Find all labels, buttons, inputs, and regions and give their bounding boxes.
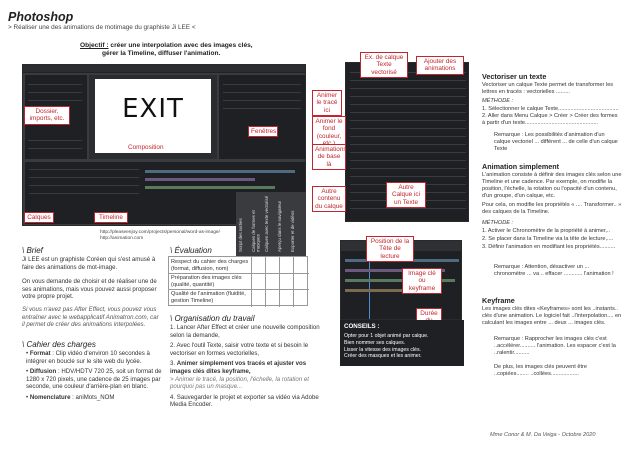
vectoriser-remarque: Remarque : Les possibilités d'animation d'un calque vectoriel ... différent ... de celle d'un calque Texte: [494, 132, 618, 152]
brief-p2: On vous demande de choisir et de réaliser une de ses animations, mais vous pouvez aussi proposer votre propre projet.: [22, 278, 157, 301]
urls: [100, 230, 220, 242]
label-animer-fond: Animer le fond (couleur,: [312, 116, 346, 149]
conseils-line-3: Lisser la vitesse des images clés.: [344, 346, 421, 353]
animation-p1: L'animation consiste à définir des images clés selon une Timeline et une cadence. Par exemple, on modifie la position, l'échelle, la rotation ou l'opacité d'un contenu, d'un groupe, d'un calque, etc.: [482, 172, 622, 199]
eval-row-2: Préparation des images clés (qualité, quantité): [171, 275, 242, 288]
label-autre-calque: Autre Calque ici un Texte: [386, 182, 426, 208]
toolbar: [23, 65, 306, 73]
objective: [80, 42, 253, 58]
organisation-list: [170, 324, 320, 409]
label-animer-trace: Animer le tracé ici: [312, 90, 342, 116]
animation-methode: MÉTHODE :: [482, 220, 514, 226]
label-calque-texte: Ex. de calque Texte vectorisé: [360, 52, 408, 78]
label-image-cle: Image clé ou keyframe: [402, 268, 442, 294]
cahier-item-nomenclature: • Nomenclature : aniMots_NOM: [26, 394, 115, 402]
evaluation-table: [168, 256, 308, 306]
footer-credits: Mme Conor & M. Da Veiga - Octobre 2020: [490, 432, 596, 438]
canvas-exit-text: EXIT: [122, 94, 184, 124]
keyframe-title: Keyframe: [482, 296, 515, 305]
vectoriser-step-1: 1. Sélectionner le calque Texte.......................................: [482, 106, 619, 112]
label-dossier: Dossier, imports, etc.: [24, 106, 70, 125]
org-step-1: 1. Lancer After Effect et créer une nouvelle composition selon la demande,: [170, 324, 320, 339]
vectoriser-step-2: 2. Aller dans Menu Calque > Créer > Créer des formes à partir d'un texte...............................................: [482, 113, 618, 126]
tag-5: Exporter et de vidéos: [290, 210, 295, 252]
objective-line1: créer une interpolation avec des images clés,: [110, 42, 253, 49]
url-pleaseenjoy[interactable]: http://pleaseenjoy.com/projects/personal/word-as-image/: [100, 230, 220, 235]
conseils-line-4: Créer des masques et les animer.: [344, 353, 422, 360]
objective-line2: gérer la Timeline, diffuser l'animation.: [102, 50, 221, 58]
label-duree: Durée: [416, 308, 442, 334]
label-ajouter-animations: Ajouter des animations: [416, 56, 464, 75]
brief-title: \ Brief: [22, 246, 43, 255]
organisation-title: \ Organisation du travail: [170, 314, 255, 323]
tag-4: Aperçu dans le navigateur: [277, 200, 282, 252]
animation-step-2: 2. Se placer dans la Timeline via la tête de lecture,....: [482, 236, 614, 242]
label-timeline: Timeline: [94, 212, 128, 223]
label-calques: Calques: [24, 212, 54, 223]
animation-step-1: 1. Activer le Chronomètre de la propriété à animer,..: [482, 228, 611, 234]
page-title: Photoshop: [8, 10, 74, 24]
objective-label: Objectif :: [80, 42, 109, 49]
cahier-title: \ Cahier des charges: [22, 340, 96, 349]
tag-3: Calques avec texte vectorisé: [264, 195, 269, 252]
cahier-item-format: • Format : Clip vidéo d'environ 10 secondes à intégrer en boucle sur le site web du lycée.: [26, 350, 150, 365]
vectoriser-title: Vectoriser un texte: [482, 72, 547, 81]
brief-p1: Ji LEE est un graphiste Coréen qui s'est amusé à faire des animations de mot-image.: [22, 256, 156, 271]
vectoriser-p1: Vectoriser un calque Texte permet de transformer les lettres en tracés : vectorielles .........: [482, 82, 614, 95]
keyframe-remarque: Remarque : Rapprocher les images clés c'est ..accélérer.......... l'animation. Les espacer c'est la ..ralentir..........: [494, 336, 616, 356]
org-step-3: 3. Animer simplement vos tracés et ajuster vos images clés dites keyframe, > Animer le tracé, la position, l'échelle, la rotation et pourquoi pas un masque...: [170, 360, 309, 391]
conseils-line-1: Opter pour 1 objet animé par calque.: [344, 333, 429, 339]
animation-title: Animation simplement: [482, 162, 560, 171]
animation-p2: Pour cela, on modifie les propriétés « .... Transformer.. » des calques de la Timeline.: [482, 202, 622, 215]
tag-2: Calques de formes et masques: [251, 210, 261, 252]
animation-step-3: 3. Définir l'animation en modifiant les propriétés..........: [482, 244, 616, 250]
cahier-item-diffusion: • Diffusion : HDV/HDTV 720 25, soit un format de 1280 x 720 pixels, une cadence de 25 images par seconde, une couleur d'arrière-plan en blanc.: [26, 368, 162, 391]
windows-panel: [219, 75, 305, 159]
label-composition: Composition: [128, 144, 164, 151]
animation-remarque: Remarque : Attention, désactiver un ... chronomètre ... va .. effacer ............ l'animation !: [494, 264, 614, 277]
cahier-list: [26, 350, 166, 402]
keyframe-p2: De plus, les images clés peuvent être ..copiées........ ..collées..................: [494, 364, 587, 377]
brief-p3: Si vous n'avez pas After Effect, vous pouvez vous entraîner avec le webapplicatif Animatron.com, car il permet de créer des animations interpolées.: [22, 306, 159, 329]
tag-1: Script des sorties: [238, 218, 243, 252]
label-tete-lecture: Position de la Tête de lecture: [366, 236, 414, 262]
org-step-2: 2. Avec l'outil Texte, saisir votre texte et si besoin le vectoriser en formes vectorielles,: [170, 342, 309, 357]
org-step-4: 4. Sauvegarder le projet et exporter sa vidéo via Adobe Media Encoder.: [170, 393, 319, 409]
vertical-tags: [236, 192, 306, 256]
composition-canvas: [95, 79, 211, 153]
eval-row-3: Qualité de l'animation (fluidité, gestion Timeline): [171, 291, 246, 304]
label-animations-base: Animations de base là: [312, 144, 346, 170]
vectoriser-methode: MÉTHODE :: [482, 98, 514, 104]
conseils-line-2: Bien nommer ses calques.: [344, 339, 406, 346]
label-autre-contenu: Autre contenu du calque: [312, 186, 346, 212]
page-subtitle: > Réaliser une des animations de motimage du graphiste Ji LEE <: [8, 24, 196, 31]
eval-row-1: Respect du cahier des charges (format, diffusion, nom): [171, 259, 249, 272]
conseils-title: CONSEILS :: [344, 323, 380, 330]
keyframe-p1: Les images clés dites «Keyframes» sont les ..instants.. clés d'une animation. Le logiciel fait ..l'interpolation.... en calculant les images entre ... deux ... images clés.: [482, 306, 622, 326]
label-fenetres: Fenêtres: [248, 126, 278, 137]
evaluation-title: \ Évaluation: [170, 246, 212, 255]
conseils-box: [340, 320, 464, 366]
url-animatron[interactable]: http://animation.com: [100, 236, 144, 242]
